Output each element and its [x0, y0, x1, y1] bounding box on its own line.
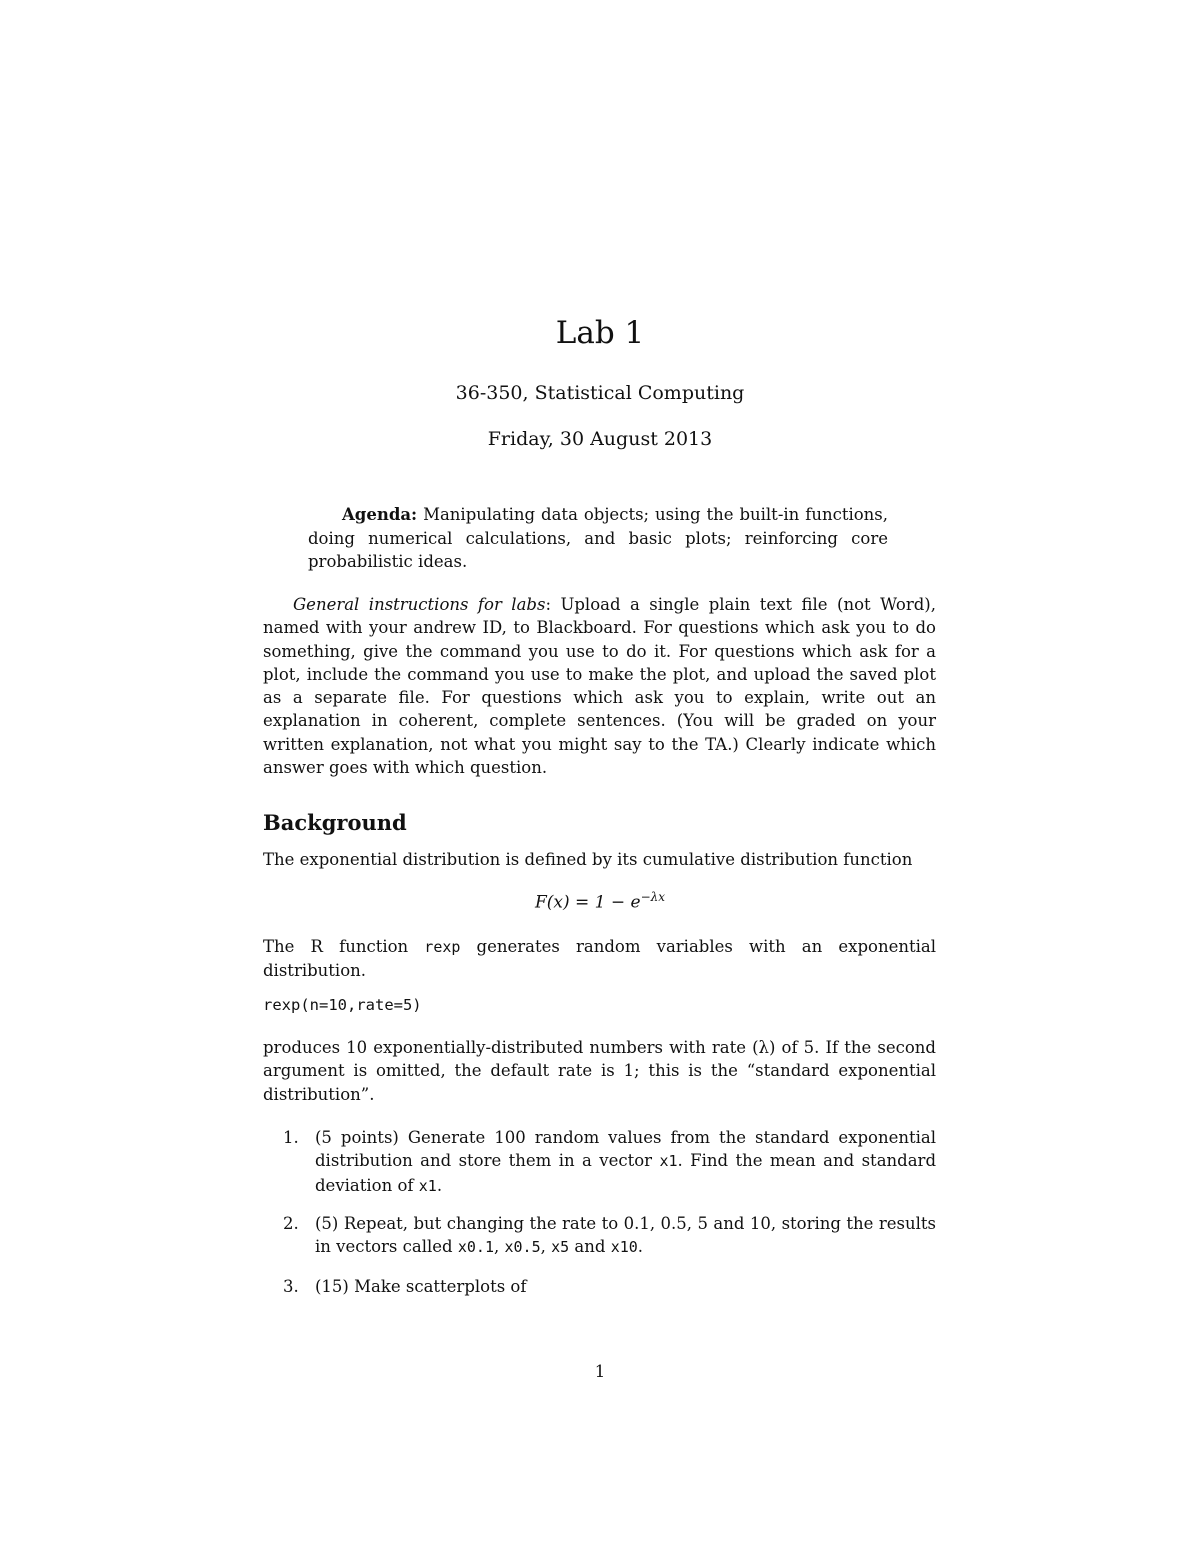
page-title: Lab 1 — [555, 315, 645, 351]
formula-lhs: F(x) = 1 − e — [534, 892, 641, 913]
question-text — [315, 1212, 936, 1260]
question-2-code-x0.5: x0.5 — [504, 1238, 541, 1257]
general-instructions — [263, 593, 936, 779]
rexp-code: rexp — [424, 938, 461, 956]
question-2-sep: and — [569, 1237, 611, 1257]
question-2-pre: (5) Repeat, but changing the rate to 0.1, 0.5, 5 and 10, storing the results in vectors called — [315, 1214, 936, 1257]
question-1-code-x1: x1 — [659, 1152, 678, 1171]
formula-exponent: −λx — [640, 890, 666, 904]
page-number: 1 — [594, 1362, 606, 1381]
course-name: 36-350, Statistical Computing — [455, 382, 745, 404]
question-item-3 — [283, 1275, 936, 1298]
question-1-post: . — [436, 1175, 443, 1195]
question-2-sep: , — [493, 1237, 505, 1257]
question-item-2 — [283, 1212, 936, 1260]
lab-date: Friday, 30 August 2013 — [487, 428, 713, 450]
question-text — [315, 1126, 936, 1198]
question-2-code-x10: x10 — [610, 1238, 638, 1257]
section-heading-background: Background — [263, 810, 407, 835]
question-1-code-x1-b: x1 — [418, 1176, 437, 1195]
question-1-mid: . Find the mean and standard deviation of — [315, 1151, 937, 1195]
question-item-1 — [283, 1126, 936, 1198]
rexp-post: generates random variables with an exponential distribution. — [263, 937, 936, 981]
question-number: 1. — [283, 1128, 299, 1147]
question-2-code-x5: x5 — [551, 1238, 570, 1257]
cdf-formula — [0, 890, 1200, 913]
question-1-pre: (5 points) Generate 100 random values from the standard exponential distribution and store them in a vector — [315, 1128, 936, 1171]
question-number: 3. — [283, 1277, 299, 1296]
code-example: rexp(n=10,rate=5) — [263, 996, 422, 1014]
rexp-pre: The R function — [263, 937, 425, 956]
question-2-sep: , — [540, 1237, 552, 1257]
agenda-text: Manipulating data objects; using the built-in functions, doing numerical calculations, and basic plots; reinforcing core probabilistic ideas. — [308, 505, 888, 571]
instructions-text: : Upload a single plain text file (not Word), named with your andrew ID, to Blackboard. For questions which ask you to do something, give the command you use to do it. For questions which ask for a plot, include the command you use to make the plot, and upload the saved plot as a separate file. For questions which ask you to explain, write out an explanation in coherent, complete sentences. (You will be graded on your written explanation, not what you might say to the TA.) Clearly indicate which answer goes with which question. — [263, 595, 936, 778]
agenda-label: Agenda: — [342, 505, 418, 524]
question-2-code-x0.1: x0.1 — [457, 1238, 494, 1257]
rexp-explanation: produces 10 exponentially-distributed numbers with rate (λ) of 5. If the second argument is omitted, the default rate is 1; this is the “standard exponential distribution”. — [263, 1038, 936, 1104]
question-2-post: . — [637, 1237, 644, 1257]
rexp-description — [263, 935, 936, 983]
instructions-label: General instructions for labs — [293, 595, 546, 614]
agenda-abstract — [308, 503, 888, 574]
question-number: 2. — [283, 1214, 299, 1233]
background-intro: The exponential distribution is defined by its cumulative distribution function — [263, 850, 913, 869]
question-text: (15) Make scatterplots of — [315, 1277, 527, 1296]
